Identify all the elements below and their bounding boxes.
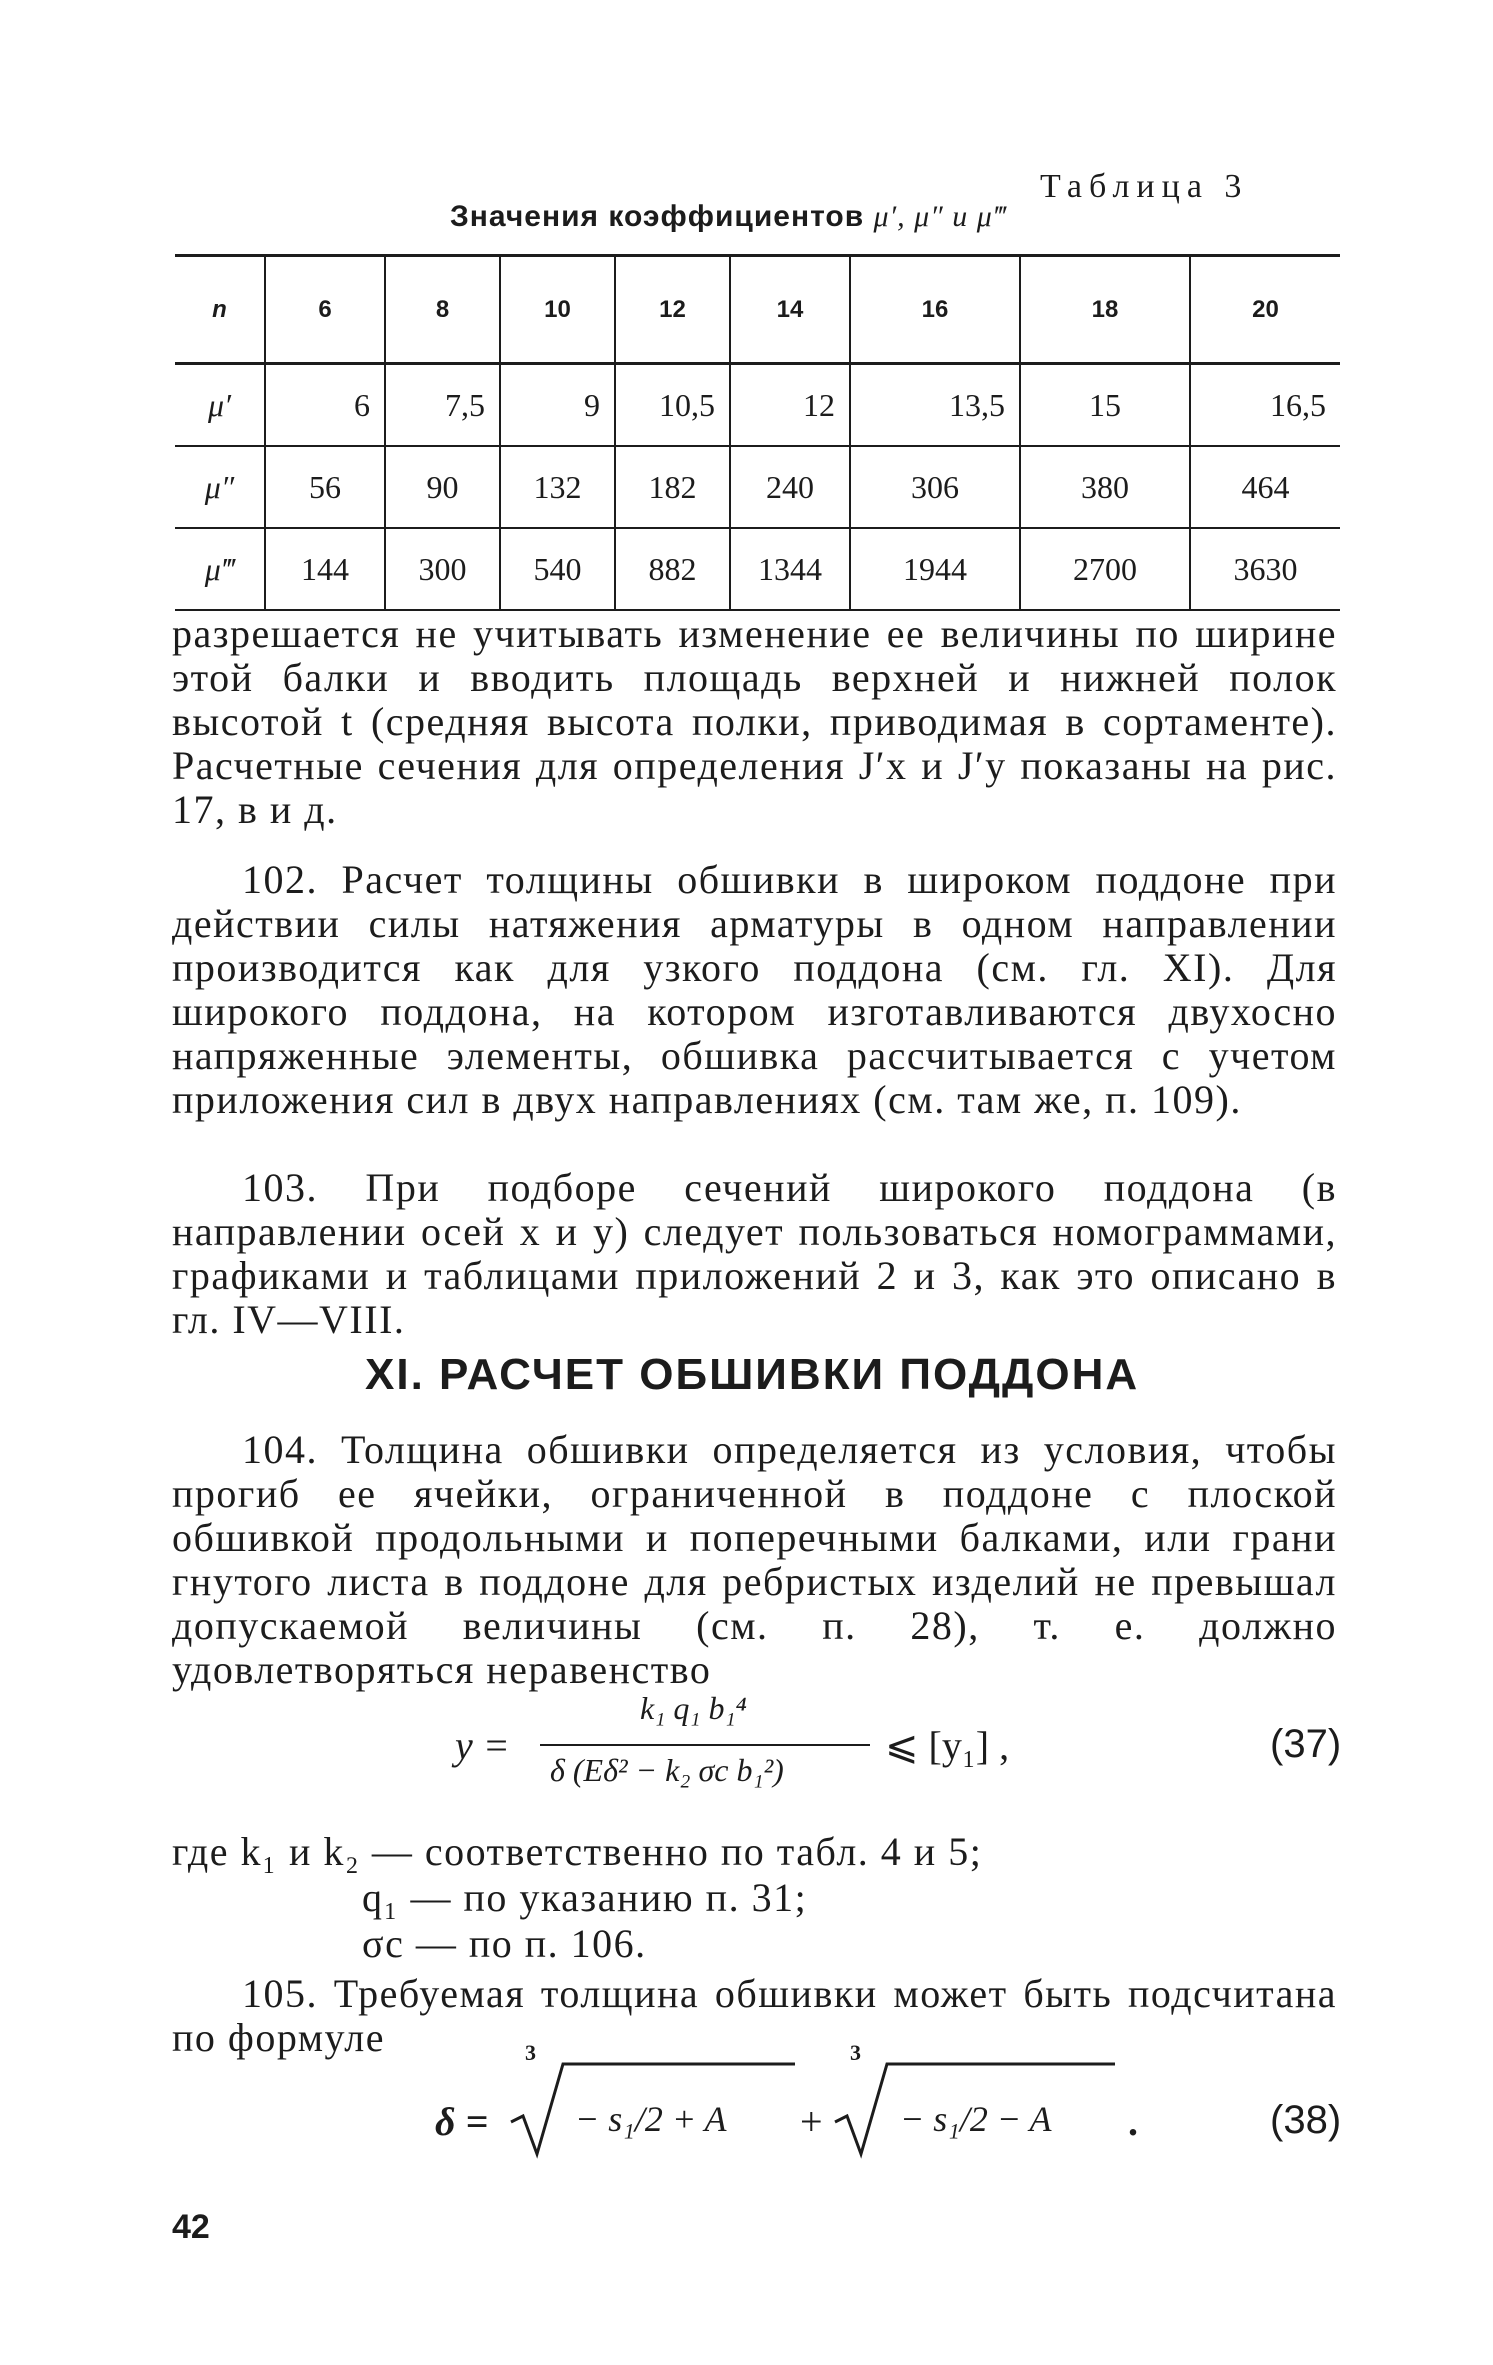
table-cell: 380 (1020, 446, 1190, 528)
table-cell: 1344 (730, 528, 850, 610)
table-cell: 90 (385, 446, 500, 528)
table-row (175, 528, 1340, 610)
header-cell: 8 (385, 256, 500, 364)
paragraph-104: 104. Толщина обшивки определяется из условия, чтобы прогиб ее ячейки, ограниченной в поддоне с плоской обшивкой продольными и поперечными балками, или грани гнутого листа в поддоне для ребристых изделий не превышал допускаемой величины (см. п. 28), т. е. должно удовлетворяться неравенство (172, 1427, 1337, 1692)
table-cell: 10,5 (615, 364, 730, 447)
table-cell: 6 (265, 364, 385, 447)
eq37-denominator: δ (Eδ² − k₂ σc b₁²) (550, 1752, 784, 1788)
row-label: μ‴ (204, 550, 235, 587)
row-label: μ′ (207, 386, 232, 423)
table-cell: 9 (500, 364, 615, 447)
eq38-term-1: − s₁/2 + A (575, 2099, 727, 2139)
eq37-lhs: y = (455, 1723, 510, 1768)
paragraph-105: 105. Требуемая толщина обшивки может быть подсчитана по формуле (172, 1971, 1337, 2060)
table-cell: 132 (500, 446, 615, 528)
eq37-numerator: k₁ q₁ b₁⁴ (640, 1690, 747, 1726)
where-line: σc — по п. 106. (362, 1921, 647, 1966)
eq38-lhs: δ = (435, 2099, 489, 2144)
section-heading: XI. РАСЧЕТ ОБШИВКИ ПОДДОНА (365, 1350, 1140, 1399)
paragraph-102: 102. Расчет толщины обшивки в широком поддоне при действии силы натяжения арматуры в одном направлении производится как для узкого поддона (см. гл. XI). Для широкого поддона, на котором изготавливаются двухосно напряженные элементы, обшивка рассчитывается с учетом приложения сил в двух направлениях (см. там же, п. 109). (172, 857, 1337, 1122)
header-cell: 6 (265, 256, 385, 364)
table-cell: 464 (1190, 446, 1340, 528)
table-header-row (175, 256, 1340, 364)
where-line: q₁ — по указанию п. 31; (362, 1875, 808, 1920)
eq38-root-index-1: 3 (525, 2040, 536, 2065)
coefficient-table (175, 254, 1340, 611)
table-caption-symbols: μ′, μ″ и μ‴ (873, 200, 1007, 233)
eq38-root-index-2: 3 (850, 2040, 861, 2065)
header-cell: 14 (730, 256, 850, 364)
table-caption-text: Значения коэффициентов (450, 200, 865, 233)
table-cell: 12 (730, 364, 850, 447)
table-cell: 15 (1020, 364, 1190, 447)
table-cell: 240 (730, 446, 850, 528)
eq38-tail: . (1128, 2099, 1138, 2144)
table-cell: 144 (265, 528, 385, 610)
table-cell: 300 (385, 528, 500, 610)
eq38-number: (38) (1270, 2098, 1342, 2142)
paragraph-103: 103. При подборе сечений широкого поддона (в направлении осей x и y) следует пользоваться номограммами, графиками и таблицами приложений 2 и 3, как это описано в гл. IV—VIII. (172, 1165, 1337, 1342)
table-row (175, 446, 1340, 528)
table-cell: 182 (615, 446, 730, 528)
header-cell: 18 (1020, 256, 1190, 364)
table-cell: 2700 (1020, 528, 1190, 610)
table-cell: 540 (500, 528, 615, 610)
table-row (175, 364, 1340, 447)
table-cell: 882 (615, 528, 730, 610)
eq37-fraction-bar (540, 1744, 870, 1746)
table-label: Таблица 3 (1040, 168, 1249, 205)
header-cell: 20 (1190, 256, 1340, 364)
table-cell: 56 (265, 446, 385, 528)
table-cell: 1944 (850, 528, 1020, 610)
header-cell: n (212, 295, 227, 323)
paragraph-continuation: разрешается не учитывать изменение ее величины по ширине этой балки и вводить площадь верхней и нижней полок высотой t (средняя высота полки, приводимая в сортаменте). Расчетные сечения для определения J′x и J′y показаны на рис. 17, в и д. (172, 611, 1337, 832)
page-number: 42 (172, 2208, 210, 2246)
eq37-number: (37) (1270, 1722, 1342, 1766)
table-cell: 13,5 (850, 364, 1020, 447)
header-cell: 10 (500, 256, 615, 364)
table-cell: 306 (850, 446, 1020, 528)
eq38-plus: + (800, 2099, 823, 2144)
table-cell: 16,5 (1190, 364, 1340, 447)
header-cell: 12 (615, 256, 730, 364)
where-line: где k₁ и k₂ — соответственно по табл. 4 и 5; (172, 1829, 983, 1874)
table-caption (450, 200, 1006, 234)
table-cell: 3630 (1190, 528, 1340, 610)
eq37-rhs: ⩽ [y₁] , (885, 1723, 1010, 1768)
table-cell: 7,5 (385, 364, 500, 447)
row-label: μ″ (204, 468, 235, 505)
eq38-term-2: − s₁/2 − A (900, 2099, 1052, 2139)
header-cell: 16 (850, 256, 1020, 364)
